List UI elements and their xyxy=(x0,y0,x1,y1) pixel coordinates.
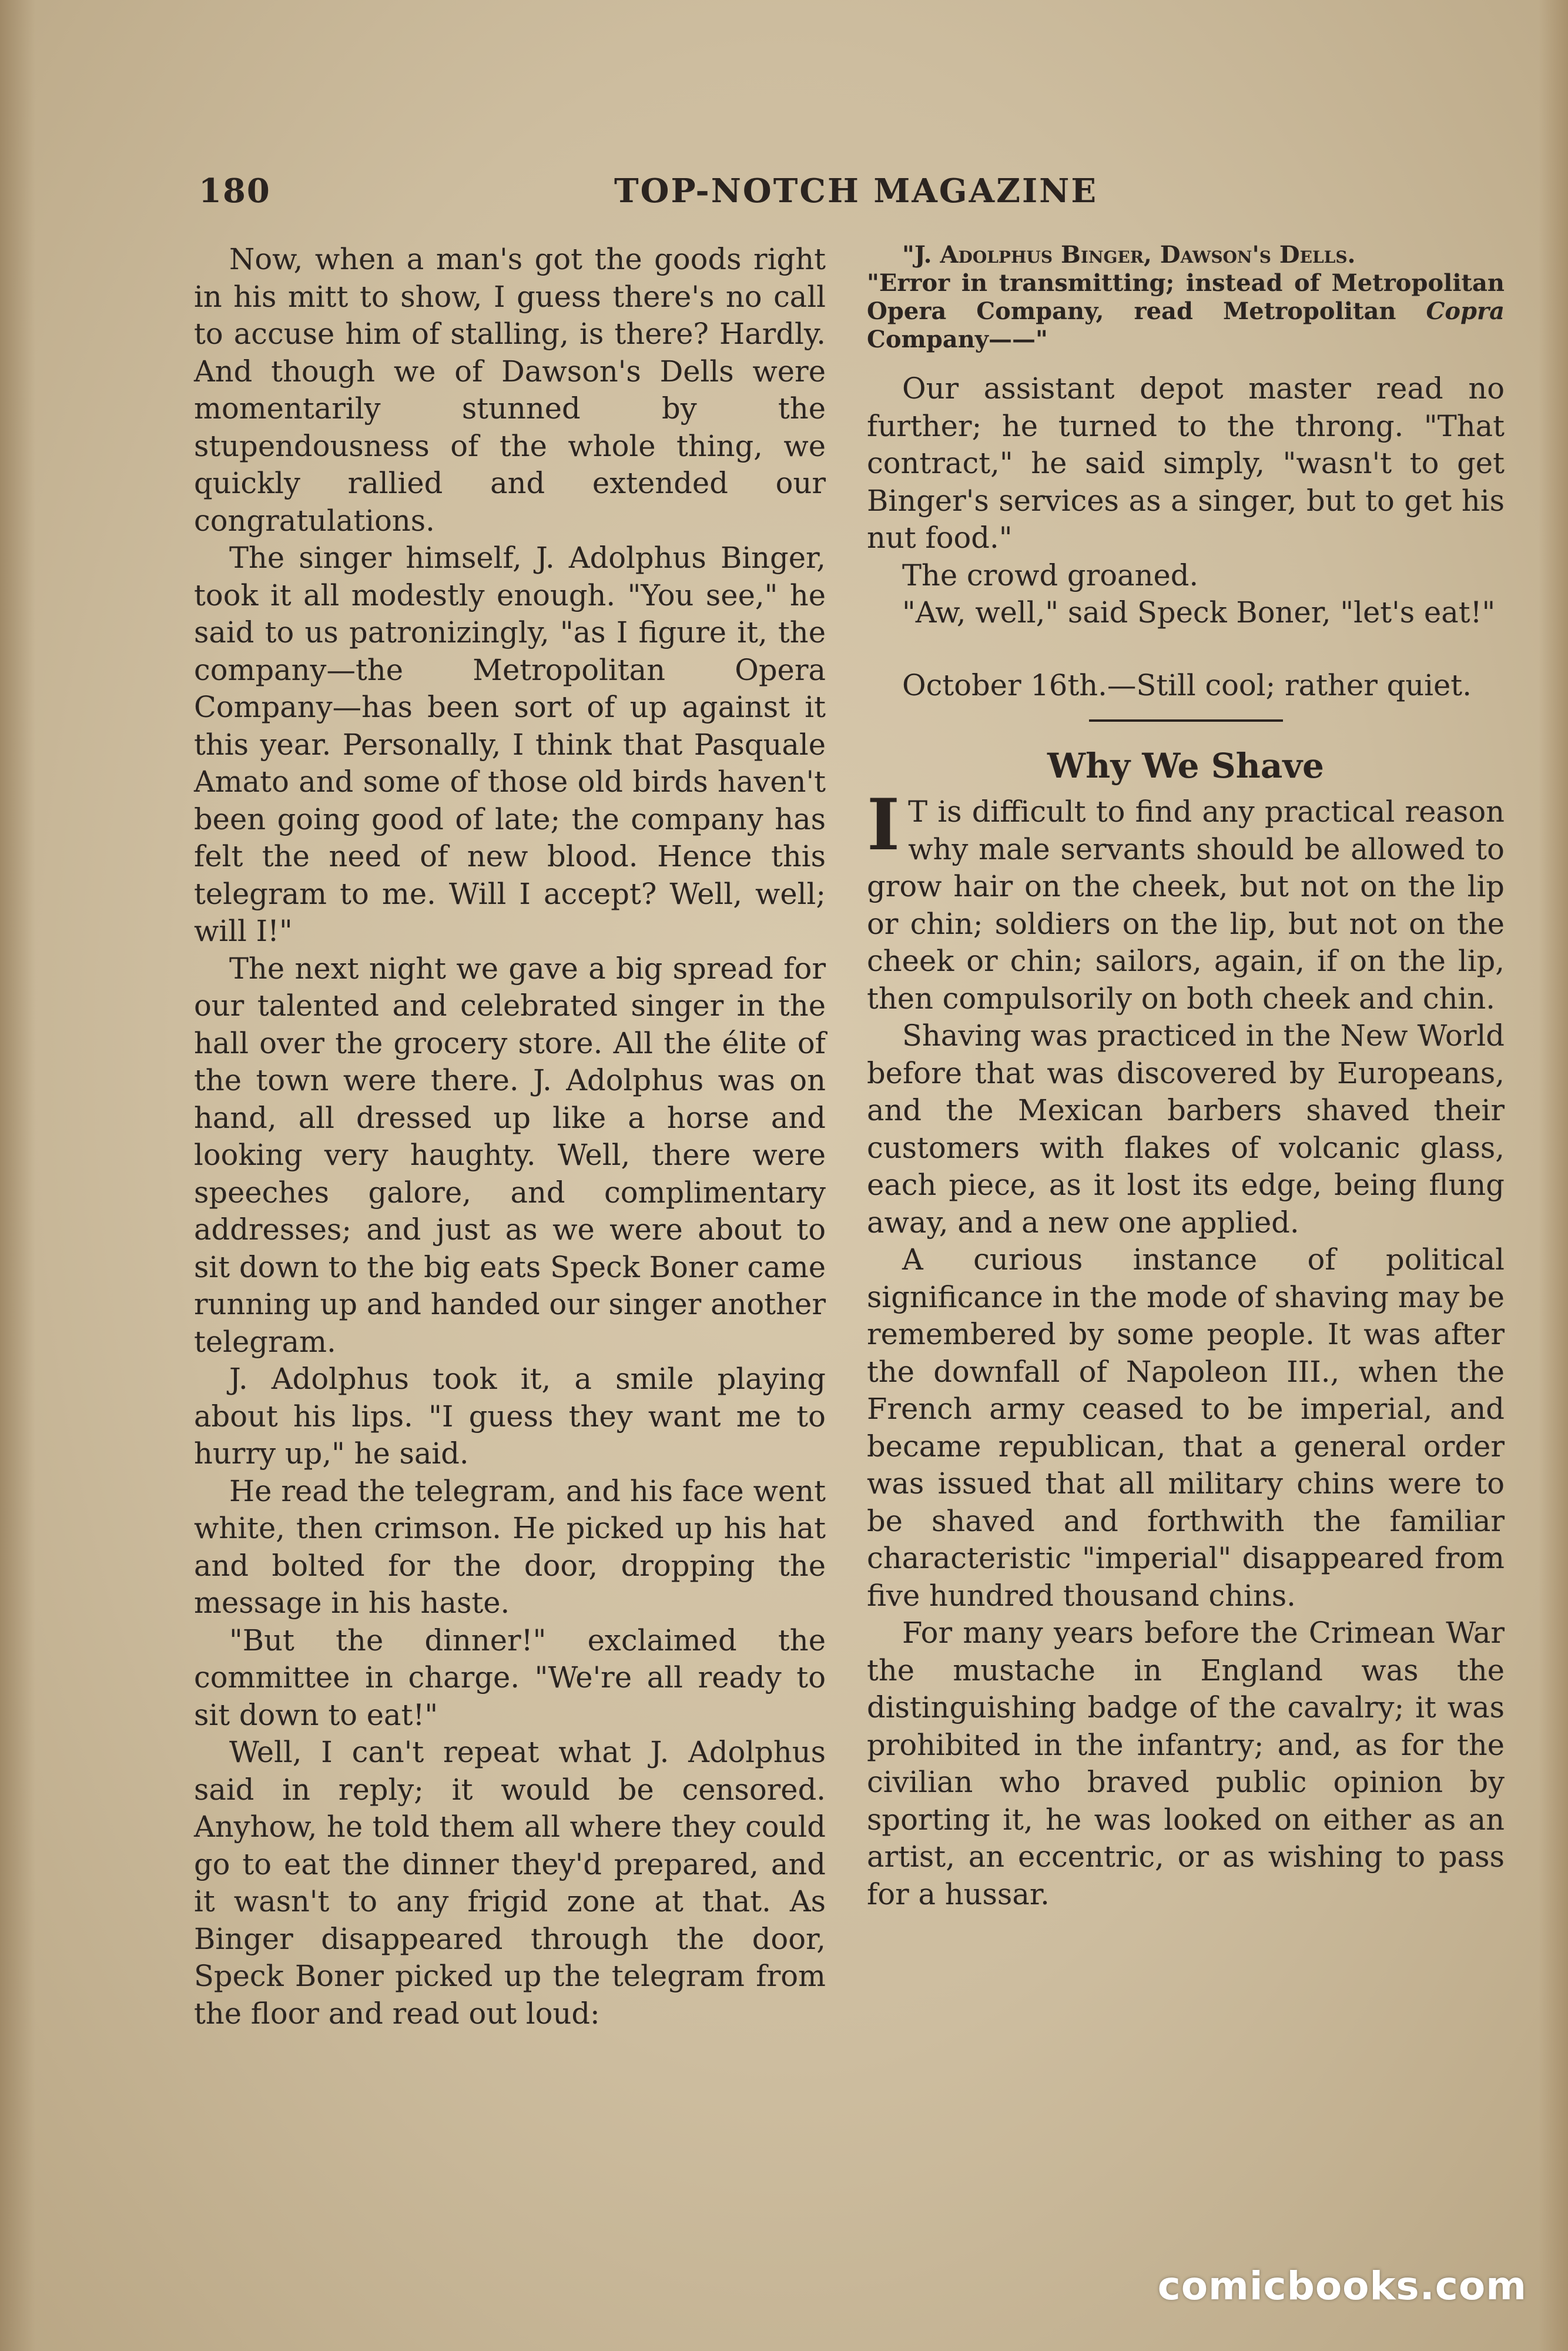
telegram-italic-word: Copra xyxy=(1426,297,1505,325)
page-number: 180 xyxy=(199,172,271,210)
story-paragraph: "Aw, well," said Speck Boner, "let's eat!" xyxy=(902,595,1496,629)
story-paragraph: The singer himself, J. Adolphus Binger, took it all modestly enough. "You see," he said to us patronizingly, "as I figure it, the company—the Metropolitan Opera Company—has been sort of up against it this year. Personally, I think that Pasquale Amato and some of those old birds haven't been going good of late; the company has felt the need of new blood. Hence this telegram to me. Will I accept? Well, well; will I!" xyxy=(194,541,826,948)
telegram-body: "Error in transmitting; instead of Metropolitan Opera Company, read Metropolitan xyxy=(867,269,1505,325)
right-column xyxy=(867,241,1505,1913)
article-paragraph xyxy=(867,783,1505,1017)
story-paragraph: Our assistant depot master read no further; he turned to the throng. "That contract," he said simply, "wasn't to get Binger's services as a singer, but to get his nut food." xyxy=(867,371,1505,555)
story-paragraph: Now, when a man's got the goods right in his mitt to show, I guess there's no call to accuse him of stalling, is there? Hardly. And though we of Dawson's Dells were momentarily stunned by the stupendousness of the whole thing, we quickly rallied and extended our congratulations. xyxy=(194,242,826,538)
story-paragraph: He read the telegram, and his face went white, then crimson. He picked up his hat and bolted for the door, dropping the message in his haste. xyxy=(194,1473,826,1620)
article-paragraph: For many years before the Crimean War the mustache in England was the distinguishing badge of the cavalry; it was prohibited in the infantry; and, as for the civilian who braved public opinion by sporting it, he was looked on either as an artist, an eccentric, or as wishing to pass for a hussar. xyxy=(867,1616,1505,1911)
story-paragraph: The next night we gave a big spread for our talented and celebrated singer in the hall over the grocery store. All the élite of the town were there. J. Adolphus was on hand, all dressed up like a horse and looking very haughty. Well, there were speeches galore, and complimentary addresses; and just as we were about to sit down to the big eats Speck Boner came running up and handed our singer another telegram. xyxy=(194,951,826,1359)
diary-entry: October 16th.—Still cool; rather quiet. xyxy=(902,668,1472,702)
story-paragraph: "But the dinner!" exclaimed the committee in charge. "We're all ready to sit down to eat!" xyxy=(194,1623,826,1732)
article-paragraph: Shaving was practiced in the New World before that was discovered by Europeans, and the Mexican barbers shaved their customers with flakes of volcanic glass, each piece, as it lost its edge, being flung away, and a new one applied. xyxy=(867,1019,1505,1240)
telegram-signature: "J. Adolphus Binger, Dawson's Dells. xyxy=(902,241,1356,269)
article-first-text: T is difficult to find any practical reason why male servants should be allowed to grow hair on the cheek, but not on the lip or chin; soldiers on the lip, but not on the cheek or chin; sailors, again, if on the lip, then compulsorily on both cheek and chin. xyxy=(867,795,1505,1016)
article-title: Why We Shave xyxy=(1047,746,1324,786)
watermark: comicbooks.com xyxy=(1157,2263,1527,2309)
section-divider xyxy=(1089,719,1283,722)
spacer xyxy=(867,632,1505,667)
left-column xyxy=(194,241,826,2032)
page-header xyxy=(194,172,1546,225)
drop-cap: I xyxy=(867,783,900,866)
story-paragraph: Well, I can't repeat what J. Adolphus said in reply; it would be censored. Anyhow, he told them all where they could go to eat the dinner they'd prepared, and it wasn't to any frigid zone at that. As Binger disappeared through the door, Speck Boner picked up the telegram from the floor and read out loud: xyxy=(194,1735,826,2031)
telegram-body-end: Company——" xyxy=(867,326,1048,353)
story-paragraph: J. Adolphus took it, a smile playing about his lips. "I guess they want me to hurry up," he said. xyxy=(194,1362,826,1471)
article-paragraph: A curious instance of political significance in the mode of shaving may be remembered by some people. It was after the downfall of Napoleon III., when the French army ceased to be imperial, and became republican, that a general order was issued that all military chins were to be shaved and forthwith the familiar characteristic "imperial" disappeared from five hundred thousand chins. xyxy=(867,1243,1505,1613)
telegram-text xyxy=(867,241,1505,354)
story-paragraph: The crowd groaned. xyxy=(902,558,1199,592)
running-head: TOP-NOTCH MAGAZINE xyxy=(614,172,1098,210)
